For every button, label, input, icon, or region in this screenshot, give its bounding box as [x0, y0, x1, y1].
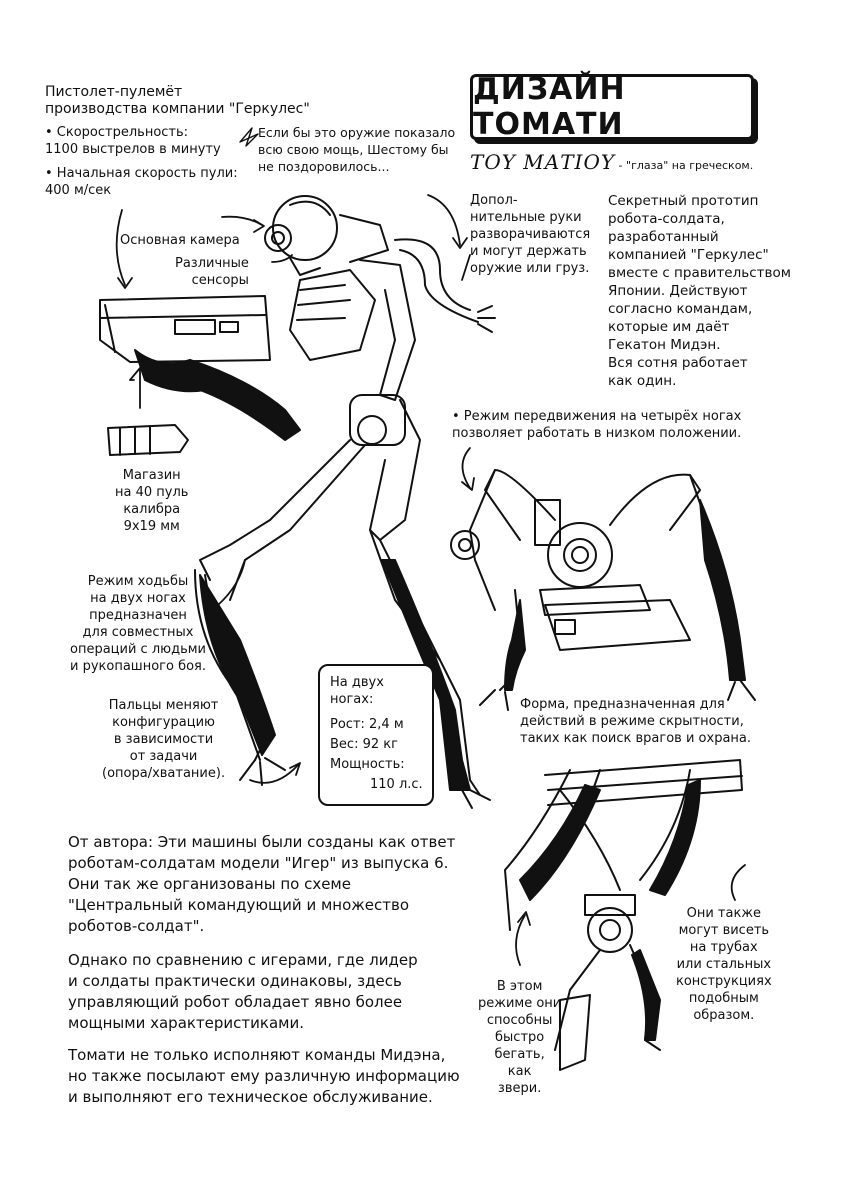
- greek-note: - "глаза" на греческом.: [615, 159, 754, 172]
- label-fingers: Пальцы меняют конфигурацию в зависимости от задачи (опора/хватание).: [102, 698, 226, 781]
- label-stealth: Форма, предназначенная для действий в режиме скрытности, таких как поиск врагов и охрана.: [520, 697, 752, 746]
- spec-weight: Вес: 92 кг: [330, 737, 398, 752]
- spec-heading: На двух ногах:: [330, 675, 384, 707]
- weapon-rate: • Скорострельность: 1100 выстрелов в минуту: [45, 125, 221, 157]
- label-pipes: Они также могут висеть на трубах или стальных конструкциях подобным образом.: [676, 906, 772, 1023]
- greek-word: ΤΟΥ ΜΑΤΙΟΥ: [470, 150, 616, 174]
- spec-box: [318, 664, 434, 806]
- author-note-p1: От автора: Эти машины были созданы как ответ роботам-солдатам модели "Игер" из выпуска 6. Они так же организованы по схеме "Центральный командующий и множество роботов-солдат".: [68, 833, 456, 935]
- weapon-speed: • Начальная скорость пули: 400 м/сек: [45, 166, 238, 198]
- title-box: [470, 74, 754, 140]
- spec-height: Рост: 2,4 м: [330, 717, 404, 732]
- spec-power-value: 110 л.с.: [370, 777, 423, 792]
- quadruped-robot-drawing: [451, 470, 755, 710]
- page-title: ДИЗАЙН ТОМАТИ: [473, 72, 626, 142]
- greek-etymology: [470, 150, 753, 174]
- label-main-camera: Основная камера: [120, 233, 240, 248]
- label-prototype: Секретный прототип робота-солдата, разработанный компанией "Геркулес" вместе с правительством Японии. Действуют согласно командам, которые им даёт Гекатон Мидэн. Вся сотня работает как один.: [608, 193, 791, 389]
- label-four-legs: • Режим передвижения на четырёх ногах позволяет работать в низком положении.: [452, 409, 742, 441]
- label-two-legs: Режим ходьбы на двух ногах предназначен для совместных операций с людьми и рукопашного боя.: [70, 574, 206, 674]
- label-sensors: Различные сенсоры: [175, 256, 249, 288]
- label-run: В этом режиме они способны быстро бегать, как звери.: [478, 979, 562, 1096]
- label-extra-arms: Допол- нительные руки разворачиваются и могут держать оружие или груз.: [470, 193, 591, 276]
- author-note-p2: Однако по сравнению с игерами, где лидер и солдаты практически одинаковы, здесь управляющий робот обладает явно более мощными характеристиками.: [68, 951, 418, 1032]
- author-note-p3: Томати не только исполняют команды Мидэна, но также посылают ему различную информацию и выполняют его техническое обслуживание.: [68, 1046, 460, 1106]
- weapon-star-note: Если бы это оружие показало всю свою мощь, Шестому бы не поздоровилось...: [258, 125, 456, 174]
- spec-power-label: Мощность:: [330, 757, 405, 772]
- label-magazine: Магазин на 40 пуль калибра 9x19 мм: [115, 468, 189, 534]
- weapon-heading: Пистолет-пулемёт производства компании "Геркулес": [45, 84, 310, 117]
